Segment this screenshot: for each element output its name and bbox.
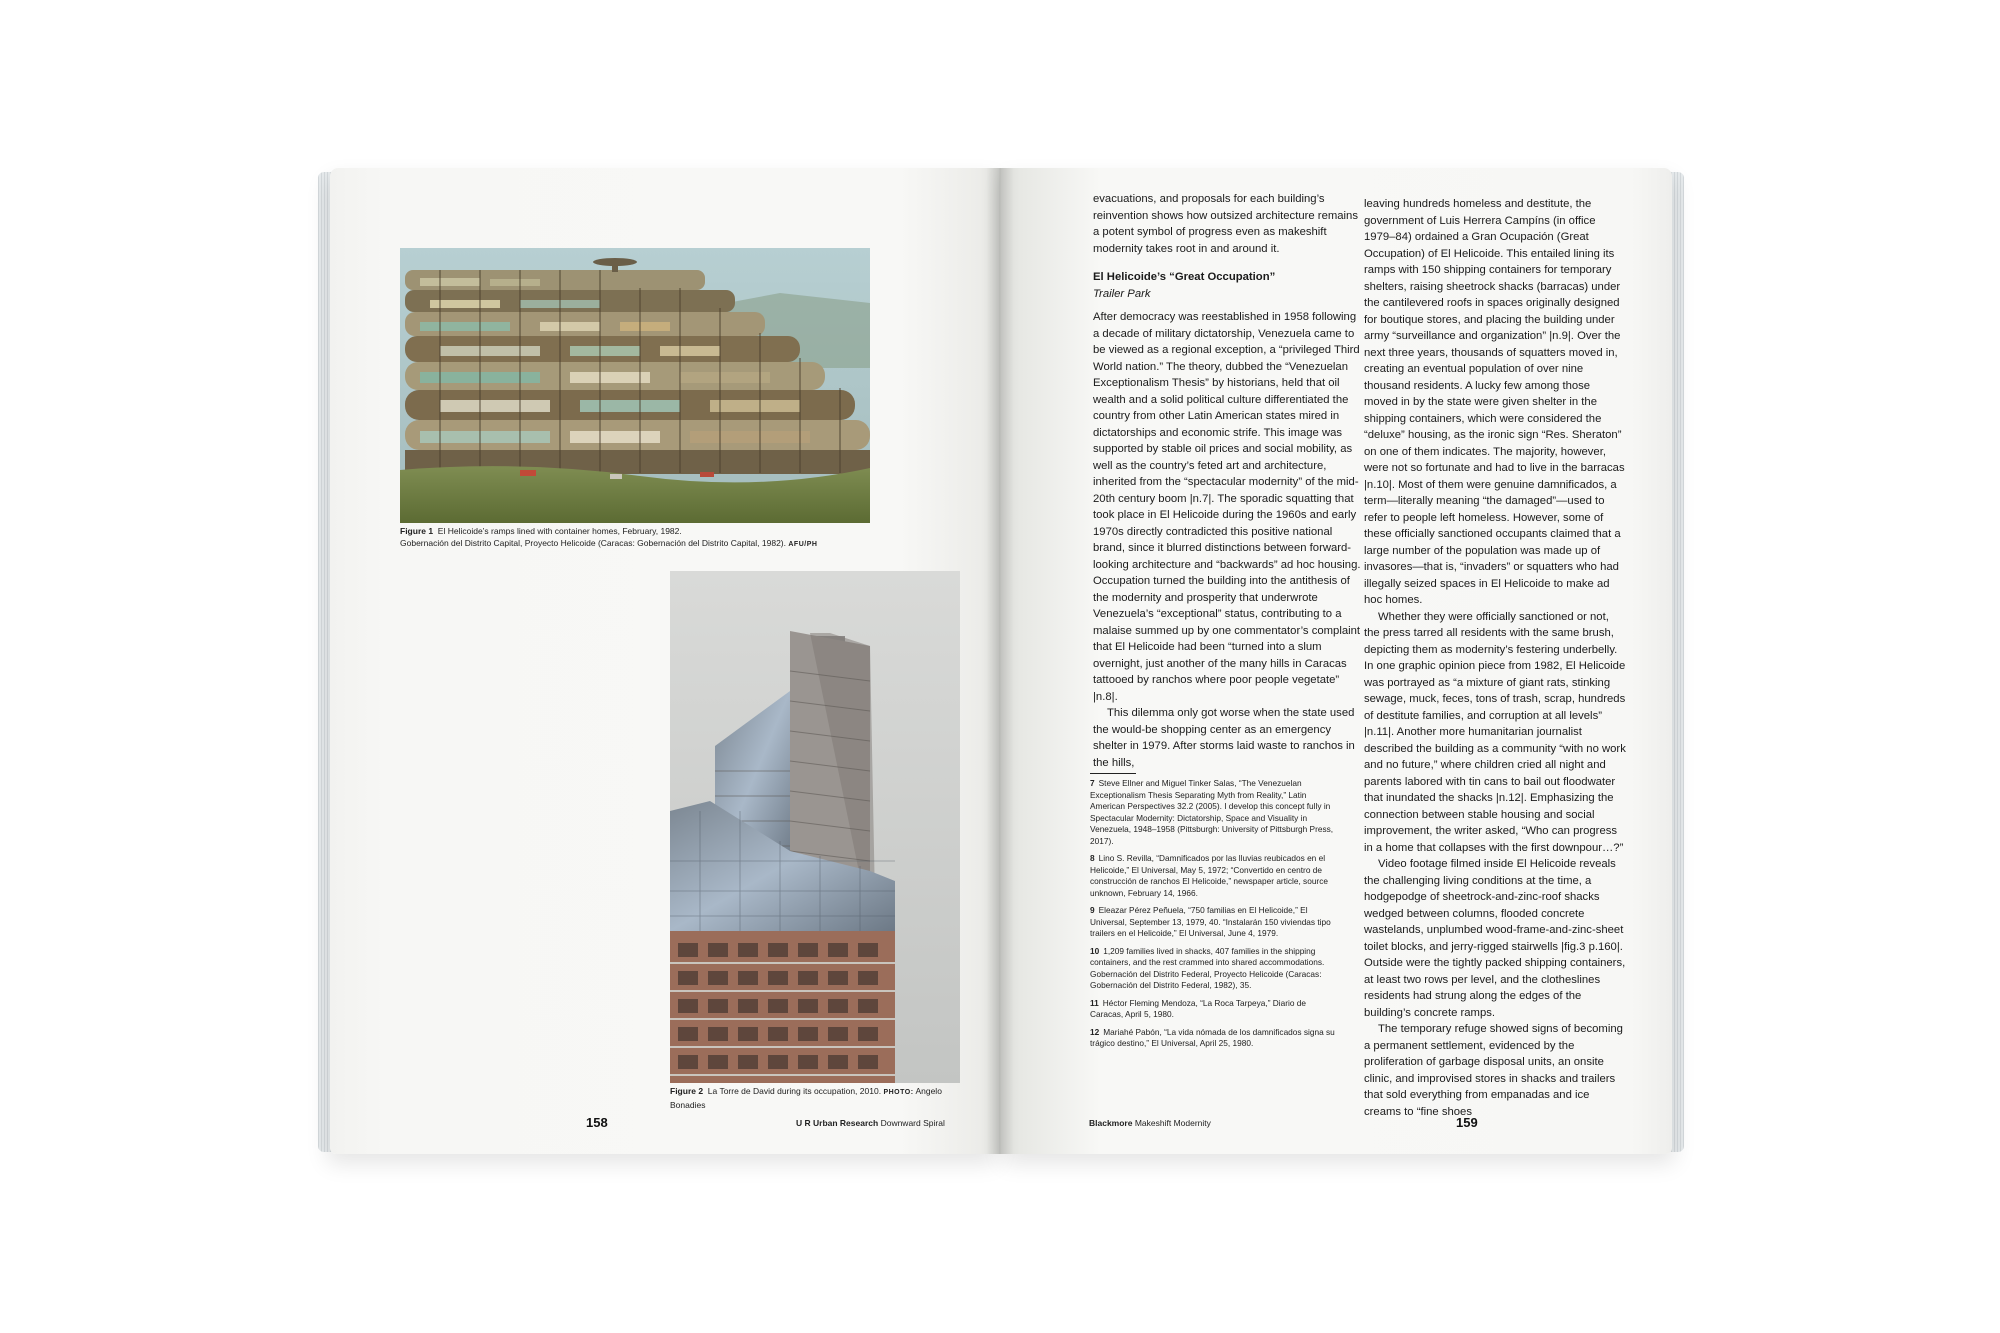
footnote-number: 9 (1090, 905, 1095, 915)
footnote-11 (1090, 998, 1335, 1021)
text-column-right (1364, 196, 1626, 1120)
section-subheading: Trailer Park (1093, 287, 1151, 300)
page-number-right: 159 (1456, 1115, 1478, 1130)
footnote-8 (1090, 853, 1335, 899)
footnote-number: 11 (1090, 997, 1099, 1008)
footnote-12 (1090, 1027, 1335, 1050)
footnote-text: Mariahé Pabón, “La vida nómada de los damnificados signa su trágico destino,” El Universal, April 25, 1980. (1090, 1026, 1335, 1048)
figure2-photo (670, 571, 960, 1083)
footnote-10 (1090, 946, 1335, 992)
footnote-text: Lino S. Revilla, “Damnificados por las lluvias reubicados en el Helicoide,” El Universal, May 5, 1972; “Convertido en centro de construcción de ranchos El Helicoide,” newspaper article, source unknown, February 14, 1966. (1090, 853, 1328, 898)
body-paragraph: The temporary refuge showed signs of becoming a permanent settlement, evidenced by the proliferation of garbage disposal units, an onsite clinic, and improvised stores in shacks and trailers that sold everything from empanadas and ice creams to “fine shoes (1364, 1023, 1623, 1118)
body-paragraph: leaving hundreds homeless and destitute, the government of Luis Herrera Campíns (in office 1979–84) ordained a Gran Ocupación (Great Occupation) of El Helicoide. This entailed lining its ramps with 150 shipping containers for temporary shelters, raising sheetrock shacks (barracas) under the cantilevered roofs in spaces originally designed for boutique stores, and placing the building under army “surveillance and organization” |n.9|. Over the next three years, thousands of squatters moved in, creating an eventual population of over nine thousand residents. A lucky few among those moved in by the state were given shelter in the shipping containers, which were considered the “deluxe” housing, as the ironic sign “Res. Sheraton” on one of them indicates. The majority, however, were not so fortunate and had to live in the barracas |n.10|. Most of them were genuine damnificados, a term—literally meaning “the damaged”—used to refer to people left homeless. However, some of these officially sanctioned occupants claimed that a large number of the population was made up of invasores—that is, “invaders” or squatters who had illegally seized spaces in El Helicoide to make ad hoc homes. (1364, 198, 1625, 606)
footnote-number: 7 (1090, 778, 1095, 788)
figure1-photo (400, 248, 870, 523)
figure1-source: Gobernación del Distrito Capital, Proyecto Helicoide (Caracas: Gobernación del Distrito Capital, 1982). (400, 538, 786, 548)
footnote-number: 8 (1090, 853, 1095, 863)
running-head-left-bold: U R Urban Research (796, 1118, 879, 1128)
footnote-number: 10 (1090, 945, 1100, 956)
footnote-number: 12 (1090, 1026, 1100, 1037)
footnote-text: Steve Ellner and Miguel Tinker Salas, “The Venezuelan Exceptionalism Thesis Separating Myth from Reality,” Latin American Perspectives 32.2 (2005). I develop this concept fully in Spectacular Modernity: Dictatorship, Space and Visuality in Venezuela, 1948–1958 (Pittsburgh: University of Pittsburgh Press, 2017). (1090, 778, 1334, 846)
figure2-label: Figure 2 (670, 1086, 704, 1096)
figure2-photo-credit: Angelo Bonadies (670, 1086, 942, 1110)
footnote-rule (1090, 773, 1136, 774)
figure2-photo-label: PHOTO: (883, 1089, 914, 1096)
text-column-left (1093, 191, 1361, 771)
footnote-text: Héctor Fleming Mendoza, “La Roca Tarpeya,” Diario de Caracas, April 5, 1980. (1090, 997, 1306, 1019)
figure1-label: Figure 1 (400, 526, 434, 536)
running-head-right-title: Makeshift Modernity (1134, 1118, 1211, 1128)
body-paragraph: Whether they were officially sanctioned or not, the press tarred all residents with the same brush, depicting them as modernity’s festering underbelly. In one graphic opinion piece from 1982, El Helicoide was portrayed as “a mixture of giant rats, stinking sewage, muck, feces, tons of trash, scrap, hundreds of destitute families, and corruption at all levels” |n.11|. Another more humanitarian journalist described the building as a community “with no work and no future,” where children cried all night and parents labored with tin cans to bail out floodwater that inundated the shacks |n.12|. Emphasizing the connection between stable housing and social improvement, the writer asked, “Who can progress in a home that collapses with the first downpour…?” (1364, 610, 1626, 854)
footnote-text: Eleazar Pérez Peñuela, “750 familias en El Helicoide,” El Universal, September 13, 1979, 40. “Instalarán 150 viviendas tipo trailers en el Helicoide,” El Universal, June 4, 1979. (1090, 905, 1331, 938)
body-paragraph: After democracy was reestablished in 1958 following a decade of military dictatorship, Venezuela came to be viewed as a regional exception, a “privileged Third World nation.” The theory, dubbed the “Venezuelan Exceptionalism Thesis” by historians, held that oil wealth and a solid political culture differentiated the country from other Latin American states mired in dictatorships and economic strife. This image was supported by stable oil prices and social mobility, as well as the country’s feted art and architecture, inherited from the “spectacular modernity” of the mid-20th century boom |n.7|. The sporadic squatting that took place in El Helicoide during the 1960s and early 1970s directly contradicted this positive national brand, since it blurred distinctions between forward-looking architecture and “backwards” ad hoc housing. Occupation turned the building into the antithesis of the modernity and prosperity that underwrote Venezuela’s “exceptional” status, contributing to a malaise summed up by one commentator’s complaint that El Helicoide had been “turned into a slum overnight, just another of the many hills in Caracas tattooed by ranchos where poor people vegetate” |n.8|. (1093, 311, 1361, 703)
footnote-7 (1090, 778, 1335, 847)
body-paragraph: This dilemma only got worse when the state used the would-be shopping center as an emergency shelter in 1979. After storms laid waste to ranchos in the hills, (1093, 707, 1355, 769)
book-spine-shadow (986, 168, 1014, 1154)
intro-paragraph: evacuations, and proposals for each building’s reinvention shows how outsized architecture remains a potent symbol of progress even as makeshift modernity takes root in and around it. (1093, 193, 1358, 255)
figure1-credit: AFU/PH (788, 541, 818, 548)
figure2-caption (670, 1085, 970, 1111)
page-number-left: 158 (586, 1115, 608, 1130)
section-heading: El Helicoide’s “Great Occupation” (1093, 271, 1276, 283)
figure1-caption (400, 525, 870, 551)
running-head-left (796, 1118, 945, 1128)
figure1-caption-text: El Helicoide’s ramps lined with container homes, February, 1982. (437, 526, 682, 536)
running-head-left-title: Downward Spiral (880, 1118, 945, 1128)
running-head-right (1089, 1118, 1211, 1128)
figure2-caption-text: La Torre de David during its occupation, 2010. (707, 1086, 882, 1096)
footnote-text: 1,209 families lived in shacks, 407 families in the shipping containers, and the rest crammed into shared accommodations. Gobernación del Distrito Federal, Proyecto Helicoide (Caracas: Gobernación del Distrito Federal, 1982), 35. (1090, 945, 1325, 990)
running-head-right-bold: Blackmore (1089, 1118, 1133, 1128)
body-paragraph: Video footage filmed inside El Helicoide reveals the challenging living conditions at the time, a hodgepodge of sheetrock-and-zinc-roof shacks wedged between columns, flooded concrete wastelands, unplumbed wood-frame-and-zinc-sheet toilet blocks, and jerry-rigged stairwells |fig.3 p.160|. Outside were the tightly packed shipping containers, at least two rows per level, and the clotheslines residents had strung along the edges of the building’s concrete ramps. (1364, 858, 1626, 1019)
footnote-9 (1090, 905, 1335, 940)
footnotes (1090, 773, 1335, 1056)
